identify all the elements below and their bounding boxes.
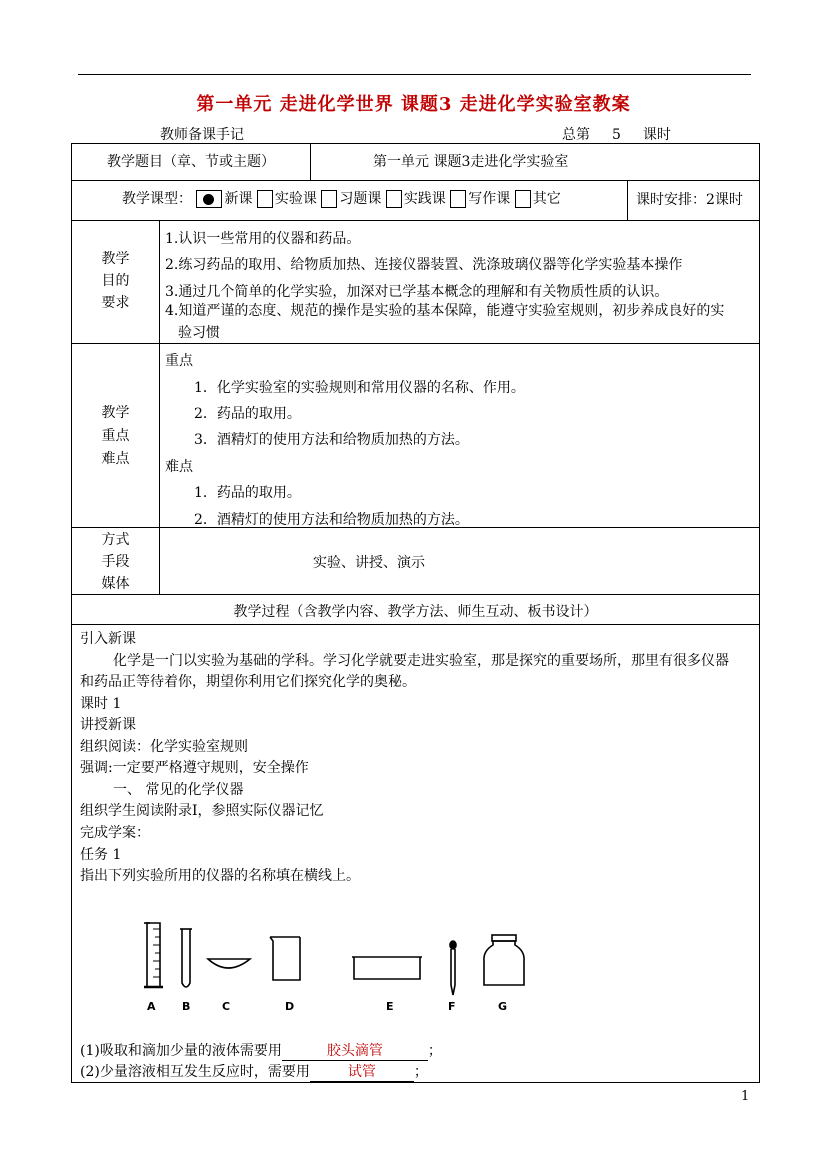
process-header: 教学过程（含教学内容、教学方法、师生互动、板书设计） (233, 604, 598, 620)
teacher-notes-label: 教师备课手记 (160, 127, 244, 143)
hard-item: 2．酒精灯的使用方法和给物质加热的方法。 (194, 512, 469, 528)
hard-item: 1．药品的取用。 (194, 485, 301, 501)
process-line: 一、 常见的化学仪器 (113, 782, 244, 798)
instrument-label: G (498, 1000, 508, 1013)
label-line: 方式 (101, 532, 130, 548)
key-item: 3．酒精灯的使用方法和给物质加热的方法。 (194, 432, 469, 448)
process-line: 强调:一定要严格遵守规则，安全操作 (80, 760, 309, 776)
label-line: 手段 (101, 554, 130, 570)
instrument-label: E (386, 1000, 394, 1013)
option-label: 习题课 (339, 191, 382, 207)
topic-label: 教学题目（章、节或主题） (107, 154, 275, 170)
instrument-label: A (147, 1000, 156, 1013)
goal-item: 2.练习药品的取用、给物质加热、连接仪器装置、洗涤玻璃仪器等化学实验基本操作 (165, 257, 683, 273)
label-line: 教学 (101, 251, 130, 267)
goal-item: 4.知道严谨的态度、规范的操作是实验的基本保障，能遵守实验室规则，初步养成良好的实 (165, 303, 725, 319)
process-line: 组织学生阅读附录Ⅰ，参照实际仪器记忆 (80, 803, 324, 819)
methods-value: 实验、讲授、演示 (313, 555, 425, 571)
option-label: 实践课 (403, 191, 446, 207)
label-line: 媒体 (101, 576, 130, 592)
divider (71, 343, 760, 344)
lesson-count (562, 124, 671, 144)
process-line: 指出下列实验所用的仪器的名称填在横线上。 (80, 868, 360, 884)
process-line: 课时 1 (80, 696, 122, 712)
option-label: 其它 (532, 191, 561, 207)
divider (71, 220, 760, 221)
checkbox-practice[interactable] (386, 190, 402, 208)
option-label: 写作课 (468, 191, 511, 207)
divider (71, 594, 760, 595)
test-tube-icon (180, 929, 192, 987)
process-line: 完成学案： (80, 825, 150, 841)
label-line: 难点 (101, 451, 130, 467)
process-line: 化学是一门以实验为基础的学科。学习化学就要走进实验室，那是探究的重要场所，那里有很多仪器 (113, 653, 729, 669)
glass-rod-dropper-icon (450, 941, 456, 995)
answer-field[interactable] (282, 1040, 428, 1061)
process-line: 组织阅读：化学实验室规则 (80, 739, 248, 755)
key-item: 1．化学实验室的实验规则和常用仪器的名称、作用。 (194, 380, 525, 396)
graduated-cylinder-icon (144, 923, 163, 987)
question-text: (1)吸取和滴加少量的液体需要用 (80, 1043, 282, 1059)
question-2 (80, 1061, 428, 1082)
beaker-icon (270, 937, 300, 980)
divider (159, 220, 160, 594)
goals-label (72, 248, 159, 314)
question-text: (2)少量溶液相互发生反应时，需要用 (80, 1064, 310, 1080)
divider (71, 527, 760, 528)
answer-text: 胶头滴管 (326, 1043, 383, 1059)
hard-title: 难点 (165, 459, 193, 475)
instrument-label: F (448, 1000, 456, 1013)
goal-item: 3.通过几个简单的化学实验，加深对已学基本概念的理解和有关物质性质的认识。 (165, 284, 669, 300)
total-label: 总第 (562, 127, 590, 143)
divider (627, 180, 628, 220)
total-value: 5 (611, 127, 621, 143)
process-line: 任务 1 (80, 847, 122, 863)
checkbox-exercise[interactable] (321, 190, 337, 208)
trough-icon (352, 957, 422, 979)
document-title: 第一单元 走进化学世界 课题3 走进化学实验室教案 (196, 94, 631, 115)
instrument-label: B (182, 1000, 191, 1013)
checkbox-writing[interactable] (450, 190, 466, 208)
selected-dot-icon (203, 194, 214, 205)
process-line: 讲授新课 (80, 717, 136, 733)
question-1 (80, 1040, 442, 1061)
answer-field[interactable] (310, 1061, 414, 1082)
keypoints-label (72, 402, 159, 471)
label-line: 重点 (101, 428, 130, 444)
process-line: 引入新课 (80, 631, 136, 647)
checkbox-other[interactable] (515, 190, 531, 208)
hours-arrangement: 课时安排：2课时 (636, 192, 743, 208)
header-rule (78, 74, 751, 75)
goal-item: 验习惯 (178, 325, 220, 341)
lab-instruments-figure (130, 915, 530, 1015)
option-label: 实验课 (274, 191, 317, 207)
goal-item: 1.认识一些常用的仪器和药品。 (165, 231, 361, 247)
divider (310, 143, 311, 180)
question-end: ； (413, 1064, 428, 1080)
topic-value: 第一单元 课题3走进化学实验室 (373, 154, 569, 170)
total-unit: 课时 (642, 127, 671, 143)
divider (71, 624, 760, 625)
evaporating-dish-icon (208, 959, 250, 968)
instrument-label: C (222, 1000, 231, 1013)
process-line: 和药品正等待着你，期望你利用它们探究化学的奥秘。 (80, 674, 416, 690)
page-number: 1 (741, 1089, 750, 1104)
label-line: 教学 (101, 405, 130, 421)
methods-label (72, 529, 159, 595)
lesson-type-label: 教学课型： (122, 191, 192, 207)
lesson-type-row (122, 188, 561, 208)
option-label: 新课 (224, 191, 253, 207)
label-line: 目的 (101, 273, 130, 289)
key-title: 重点 (165, 353, 193, 369)
label-line: 要求 (101, 295, 130, 311)
key-item: 2．药品的取用。 (194, 406, 301, 422)
checkbox-new-lesson[interactable] (196, 190, 222, 208)
divider (71, 180, 760, 181)
reagent-bottle-icon (484, 935, 524, 985)
instrument-label: D (285, 1000, 295, 1013)
checkbox-experiment[interactable] (257, 190, 273, 208)
answer-text: 试管 (347, 1064, 376, 1080)
question-end: ； (427, 1043, 442, 1059)
